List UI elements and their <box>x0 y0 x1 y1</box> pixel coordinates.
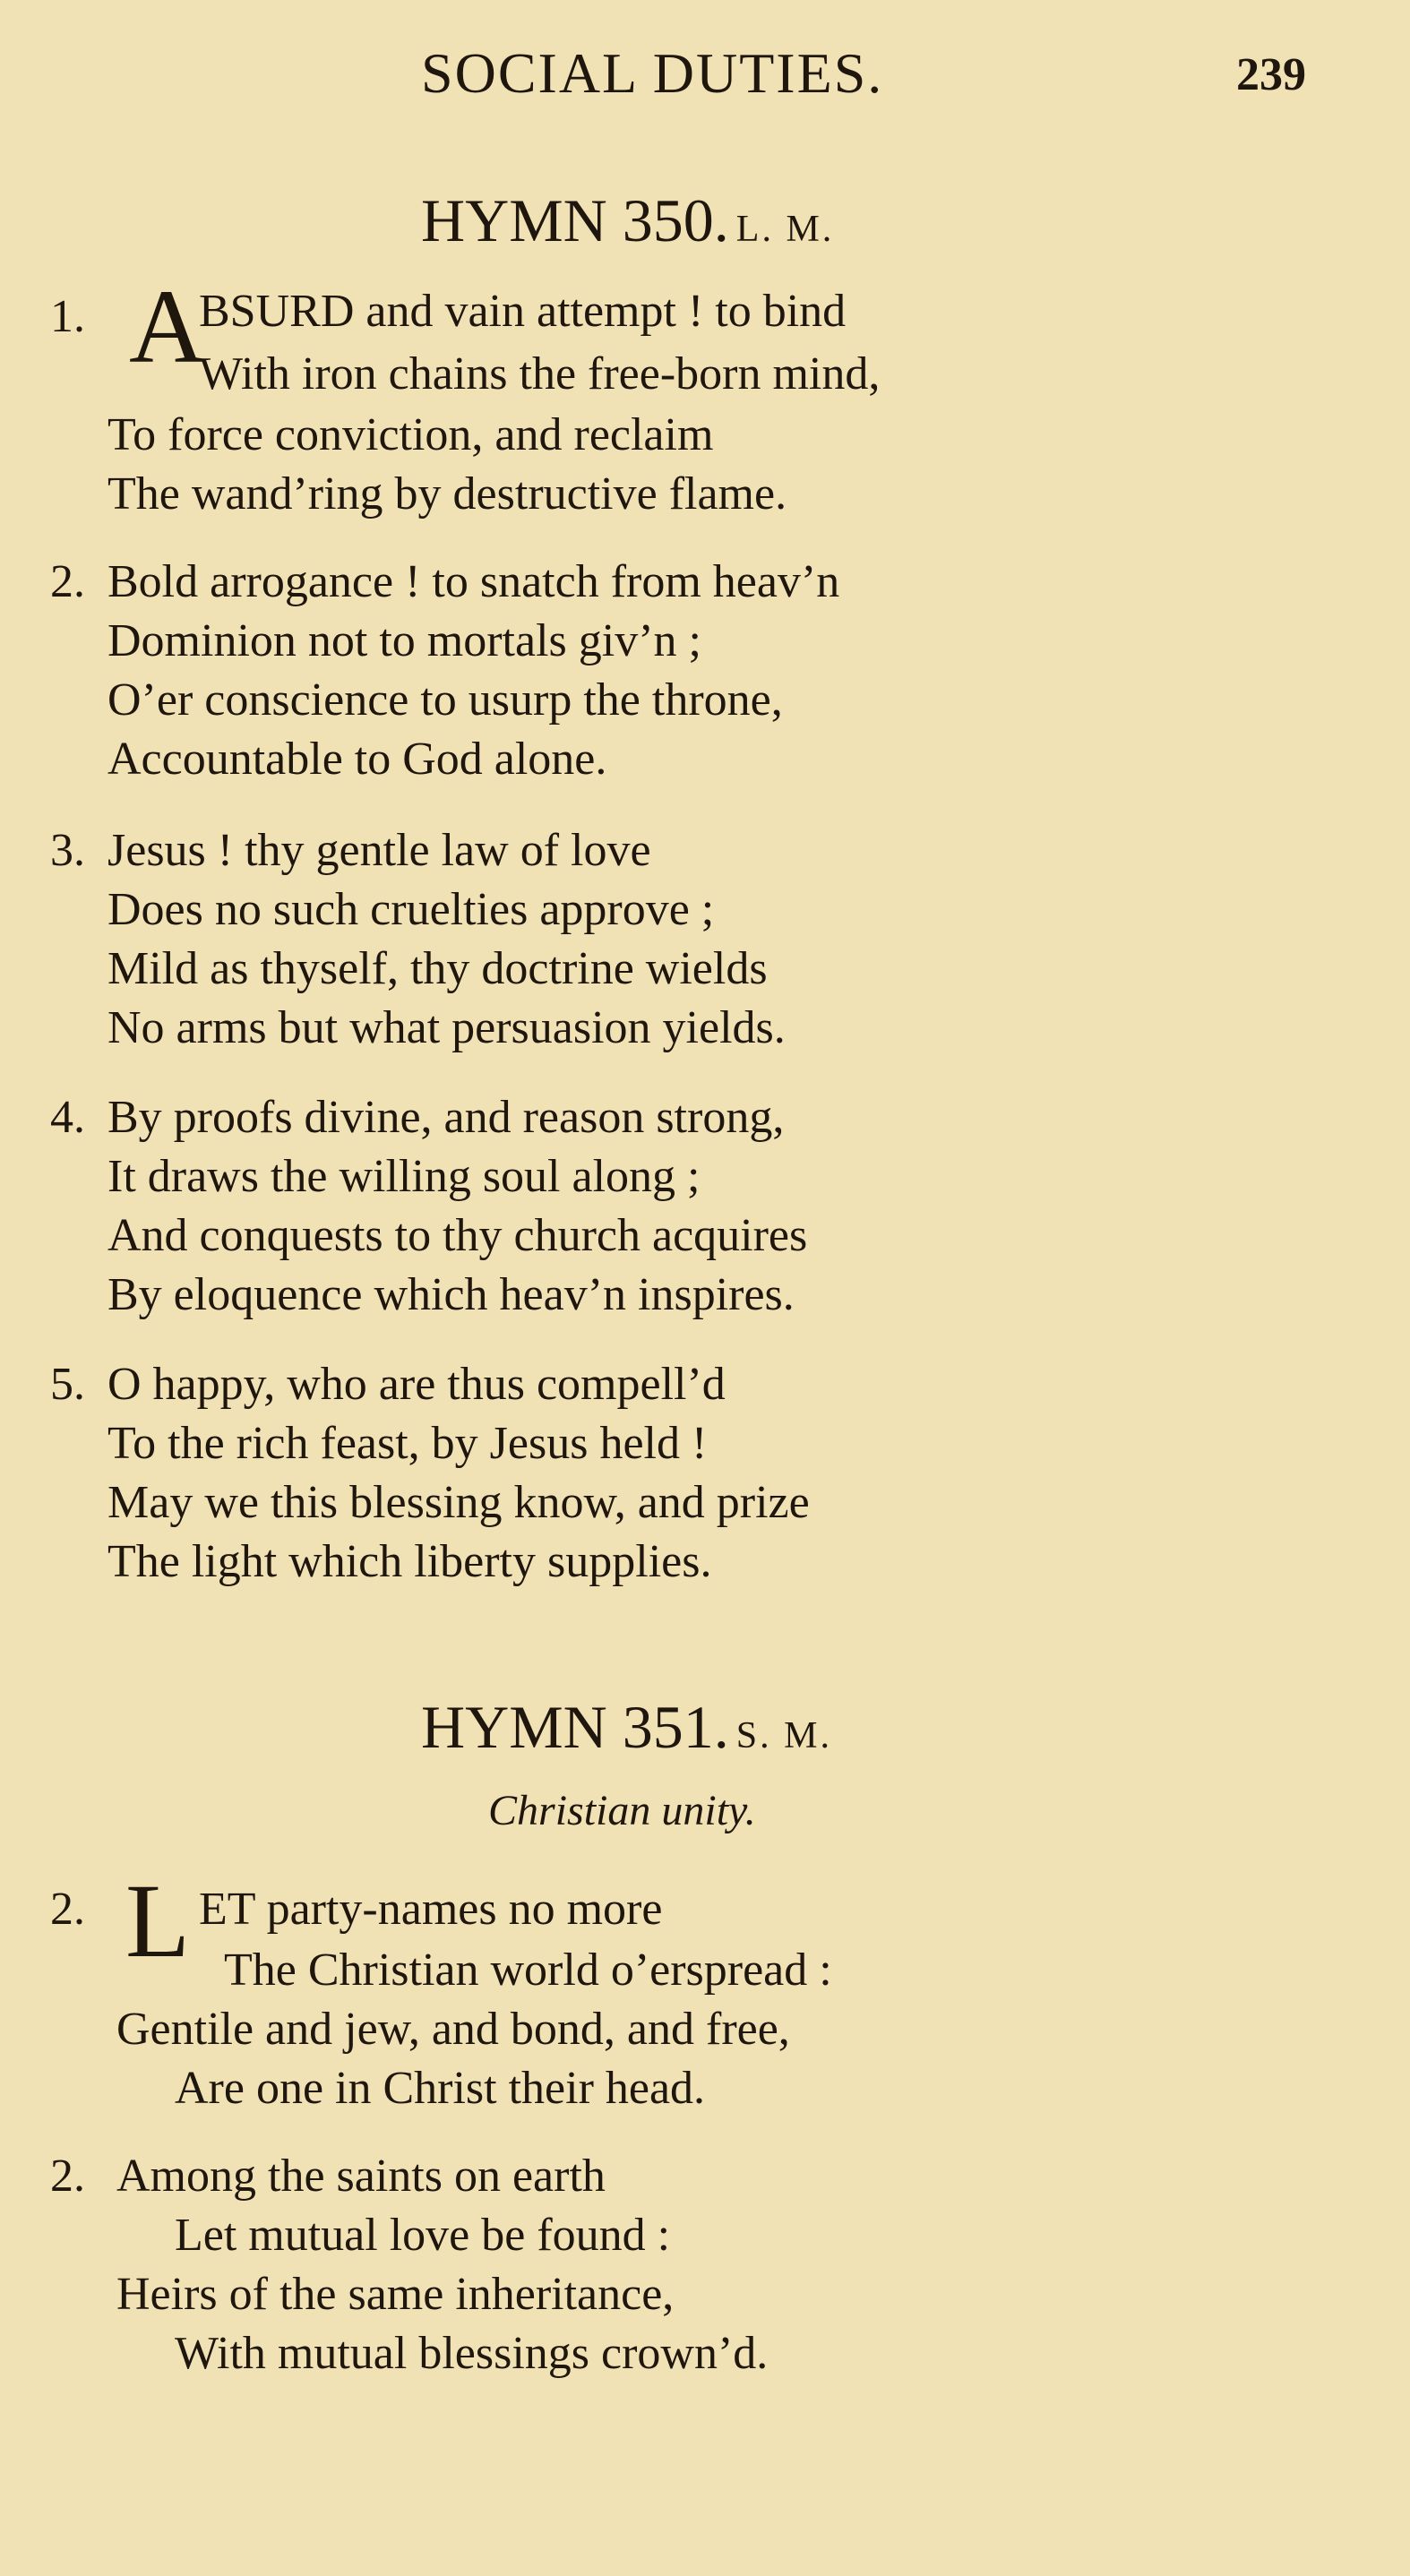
hymn-350-verse-3-line-2: Does no such cruelties approve ; <box>107 884 715 935</box>
hymn-350-verse-1-line-3: To force conviction, and reclaim <box>107 409 714 460</box>
hymn-350-verse-2-number: 2. <box>50 556 85 607</box>
hymn-351-verse-2-line-3: Heirs of the same inheritance, <box>116 2269 675 2320</box>
hymn-350-heading <box>421 186 835 254</box>
hymn-351-verse-2-number: 2. <box>50 2151 85 2202</box>
hymn-350-meter: L. M. <box>735 209 835 250</box>
hymn-350-verse-3-line-3: Mild as thyself, thy doctrine wields <box>107 943 768 994</box>
hymn-351-verse-1-line-1: ET party-names no more <box>199 1884 663 1935</box>
hymn-350-verse-2-line-1: Bold arrogance ! to snatch from heav’n <box>107 556 840 607</box>
hymn-351-verse-2-line-1: Among the saints on earth <box>116 2151 606 2202</box>
hymn-351-verse-1-line-3: Gentile and jew, and bond, and free, <box>116 2004 790 2055</box>
hymn-351-subtitle: Christian unity. <box>488 1787 756 1834</box>
page-number: 239 <box>1236 49 1306 100</box>
hymn-351-verse-1-line-2: The Christian world o’erspread : <box>224 1945 832 1996</box>
hymn-351-drop-cap: L <box>125 1862 191 1979</box>
hymn-350-verse-3-line-4: No arms but what persuasion yields. <box>107 1002 786 1053</box>
hymn-350-verse-5-line-1: O happy, who are thus compell’d <box>107 1359 726 1410</box>
hymn-351-verse-1-number: 2. <box>50 1884 85 1935</box>
running-header-title: SOCIAL DUTIES. <box>421 41 884 105</box>
hymn-350-verse-5-line-3: May we this blessing know, and prize <box>107 1477 810 1528</box>
hymn-350-verse-4-line-4: By eloquence which heav’n inspires. <box>107 1269 795 1320</box>
hymn-350-verse-5-line-4: The light which liberty supplies. <box>107 1536 712 1587</box>
hymn-350-verse-5-line-2: To the rich feast, by Jesus held ! <box>107 1418 708 1469</box>
hymn-350-verse-3-line-1: Jesus ! thy gentle law of love <box>107 825 651 876</box>
hymn-350-verse-1-line-4: The wand’ring by destructive flame. <box>107 468 787 519</box>
hymn-351-title: HYMN 351. <box>421 1693 729 1761</box>
hymn-350-verse-4-number: 4. <box>50 1092 85 1143</box>
hymn-350-verse-2-line-3: O’er conscience to usurp the throne, <box>107 674 783 726</box>
hymn-350-verse-1-number: 1. <box>50 291 85 342</box>
hymn-351-verse-1-line-4: Are one in Christ their head. <box>175 2063 706 2114</box>
hymn-350-title: HYMN 350. <box>421 186 729 254</box>
hymn-350-verse-4-line-1: By proofs divine, and reason strong, <box>107 1092 785 1143</box>
hymn-351-verse-2-line-2: Let mutual love be found : <box>175 2210 671 2261</box>
hymn-351-heading <box>421 1693 832 1761</box>
hymn-350-verse-5-number: 5. <box>50 1359 85 1410</box>
hymn-350-verse-3-number: 3. <box>50 825 85 876</box>
hymn-350-verse-4-line-2: It draws the willing soul along ; <box>107 1151 701 1202</box>
hymn-350-verse-2-line-4: Accountable to God alone. <box>107 734 607 785</box>
hymn-351-verse-2-line-4: With mutual blessings crown’d. <box>175 2328 769 2379</box>
hymn-350-verse-1-line-2: With iron chains the free-born mind, <box>199 348 881 399</box>
hymn-351-meter: S. M. <box>735 1715 832 1756</box>
hymn-350-verse-4-line-3: And conquests to thy church acquires <box>107 1210 808 1261</box>
hymn-350-drop-cap: A <box>129 268 206 385</box>
hymn-350-verse-1-line-1: BSURD and vain attempt ! to bind <box>199 286 847 337</box>
hymn-350-verse-2-line-2: Dominion not to mortals giv’n ; <box>107 615 701 666</box>
